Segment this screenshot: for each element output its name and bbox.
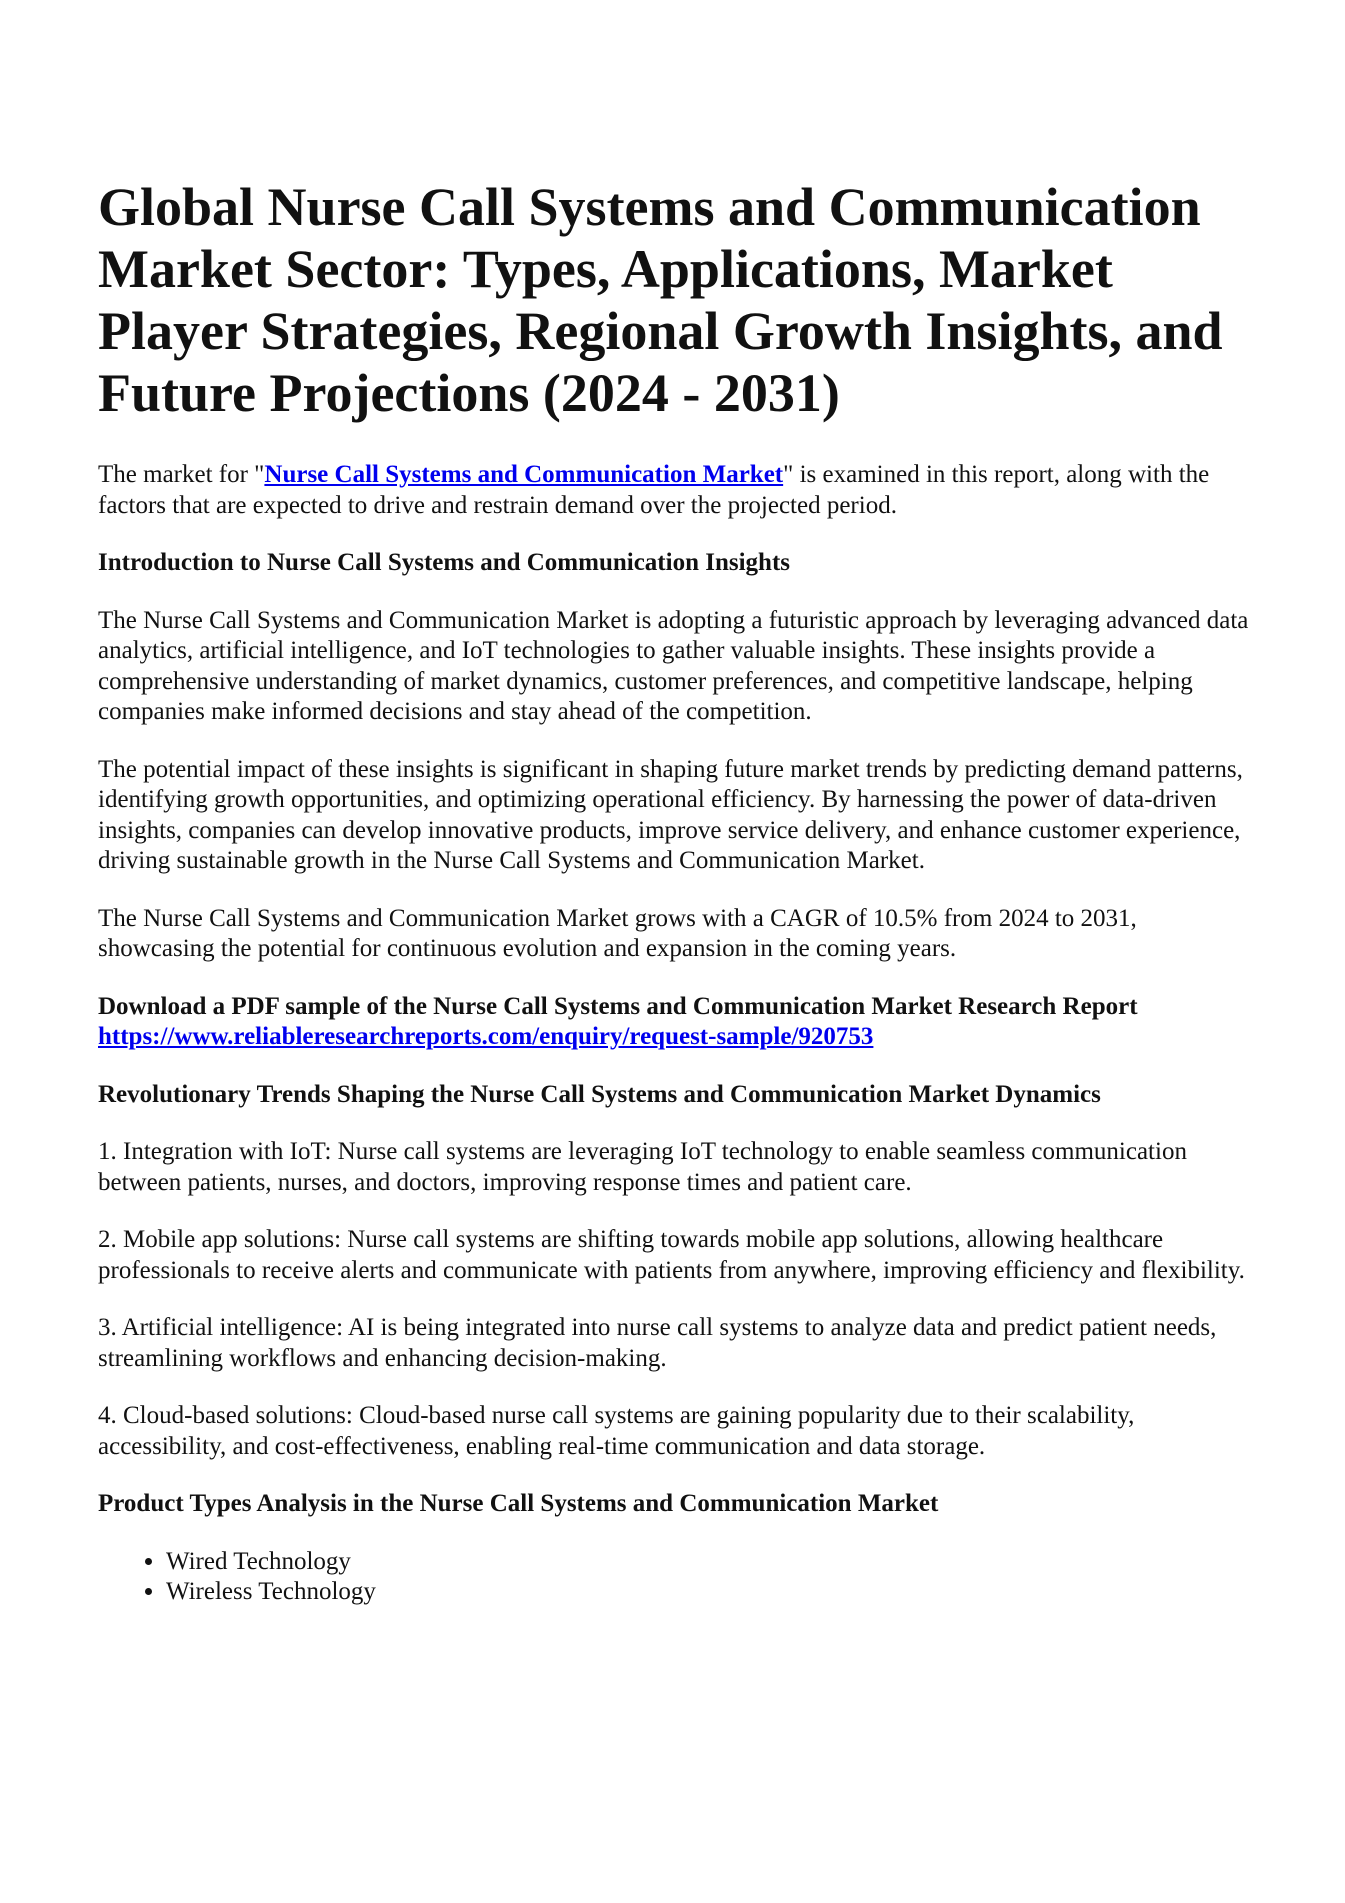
insights-paragraph-2: The potential impact of these insights is significant in shaping future market trends by predicting demand patterns, identifying growth opportunities, and optimizing operational efficiency. By harnessing the power of data-driven insights, companies can develop innovative products, improve service delivery, and enhance customer experience, driving sustainable growth in the Nurse Call Systems and Communication Market. bbox=[98, 755, 1243, 874]
list-item: • Wireless Technology bbox=[166, 1577, 1258, 1608]
cagr-paragraph: The Nurse Call Systems and Communication Market grows with a CAGR of 10.5% from 2024 to 2031, showcasing the potential for continuous evolution and expansion in the coming years. bbox=[98, 904, 1137, 962]
document-page bbox=[98, 176, 1258, 1608]
intro-text-before: The market for " bbox=[98, 461, 265, 488]
trend-item: 1. Integration with IoT: Nurse call systems are leveraging IoT technology to enable seamless communication between patients, nurses, and doctors, improving response times and patient care. bbox=[98, 1138, 1187, 1196]
trend-item: 2. Mobile app solutions: Nurse call systems are shifting towards mobile app solutions, allowing healthcare professionals to receive alerts and communicate with patients from anywhere, improving efficiency and flexibility. bbox=[98, 1226, 1245, 1284]
intro-paragraph bbox=[98, 460, 1258, 521]
list-item: • Wired Technology bbox=[166, 1547, 1258, 1578]
product-types-heading: Product Types Analysis in the Nurse Call Systems and Communication Market bbox=[98, 1490, 939, 1517]
insights-paragraph-1: The Nurse Call Systems and Communication Market is adopting a futuristic approach by leveraging advanced data analytics, artificial intelligence, and IoT technologies to gather valuable insights. These insights provide a comprehensive understanding of market dynamics, customer preferences, and competitive landscape, helping companies make informed decisions and stay ahead of the competition. bbox=[98, 606, 1249, 725]
page-title: Global Nurse Call Systems and Communication Market Sector: Types, Applications, Market Player Strategies, Regional Growth Insights, and Future Projections (2024 - 2031) bbox=[98, 177, 1223, 423]
trends-heading: Revolutionary Trends Shaping the Nurse Call Systems and Communication Market Dynamics bbox=[98, 1080, 1101, 1108]
download-sample-text: Download a PDF sample of the Nurse Call Systems and Communication Market Research Report bbox=[98, 992, 1138, 1020]
product-types-list bbox=[98, 1547, 1258, 1608]
sample-request-link[interactable]: https://www.reliableresearchreports.com/enquiry/request-sample/920753 bbox=[98, 1023, 874, 1050]
trend-item: 3. Artificial intelligence: AI is being integrated into nurse call systems to analyze data and predict patient needs, streamlining workflows and enhancing decision-making. bbox=[98, 1314, 1217, 1372]
intro-text-after: " is examined in this report, along with the factors that are expected to drive and restrain demand over the projected period. bbox=[98, 461, 1210, 519]
trend-item: 4. Cloud-based solutions: Cloud-based nurse call systems are gaining popularity due to their scalability, accessibility, and cost-effectiveness, enabling real-time communication and data storage. bbox=[98, 1402, 1135, 1460]
insights-heading: Introduction to Nurse Call Systems and Communication Insights bbox=[98, 549, 790, 576]
market-report-link[interactable]: Nurse Call Systems and Communication Market bbox=[264, 461, 784, 488]
download-sample bbox=[98, 992, 1258, 1053]
